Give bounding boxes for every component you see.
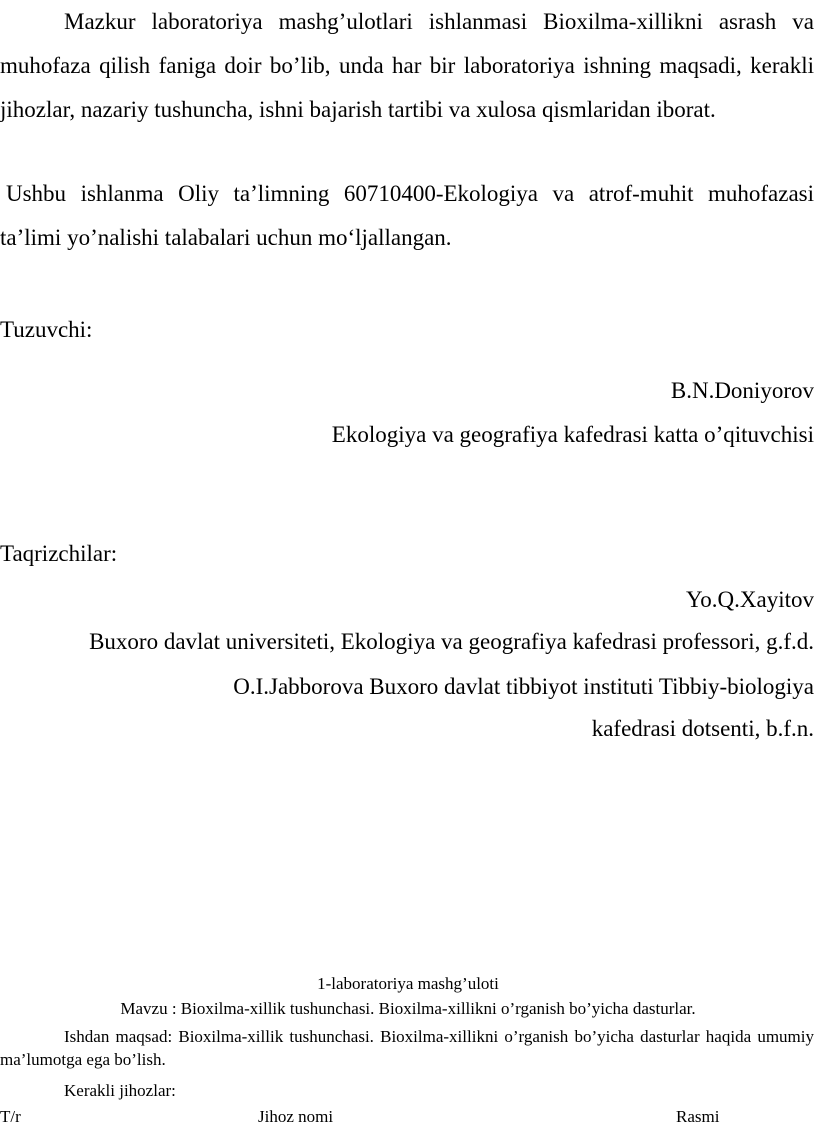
reviewer-2-line-2: kafedrasi dotsenti, b.f.n. (591, 716, 814, 741)
equipment-table-header (0, 1105, 816, 1129)
lab-topic: Mavzu : Bioxilma-xillik tushunchasi. Bioxilma-xillikni o’rganish bo’yicha dasturlar. (120, 999, 696, 1018)
reviewer-1-position: Buxoro davlat universiteti, Ekologiya va geografiya kafedrasi professori, g.f.d. (89, 629, 814, 654)
table-header-equipment-name: Jihoz nomi (258, 1107, 334, 1126)
reviewer-1-name: Yo.Q.Xayitov (685, 587, 814, 612)
lab-goal: Ishdan maqsad: Bioxilma-xillik tushunchasi. Bioxilma-xillikni o’rganish bo’yicha dasturlar haqida umumiy ma’lumotga ega bo’lish. (0, 1027, 814, 1069)
reviewers-heading: Taqrizchilar: (0, 541, 118, 566)
author-name: B.N.Doniyorov (670, 378, 814, 403)
equipment-label: Kerakli jihozlar: (64, 1081, 176, 1100)
table-header-number: T/r (0, 1107, 21, 1126)
author-heading: Tuzuvchi: (0, 317, 93, 342)
table-header-image: Rasmi (676, 1107, 720, 1126)
intro-paragraph-2: Ushbu ishlanma Oliy ta’limning 60710400-Ekologiya va atrof-muhit muhofazasi ta’limi yo’nalishi talabalari uchun mo‘ljallangan. (0, 181, 814, 250)
reviewer-2-line-1: O.I.Jabborova Buxoro davlat tibbiyot instituti Tibbiy-biologiya (233, 674, 814, 699)
lab-title: 1-laboratoriya mashg’uloti (317, 974, 499, 993)
intro-paragraph-1: Mazkur laboratoriya mashg’ulotlari ishlanmasi Bioxilma-xillikni asrash va muhofaza qilish faniga doir bo’lib, unda har bir laboratoriya ishning maqsadi, kerakli jihozlar, nazariy tushuncha, ishni bajarish tartibi va xulosa qismlaridan iborat. (0, 9, 814, 122)
author-position: Ekologiya va geografiya kafedrasi katta o’qituvchisi (331, 422, 814, 447)
